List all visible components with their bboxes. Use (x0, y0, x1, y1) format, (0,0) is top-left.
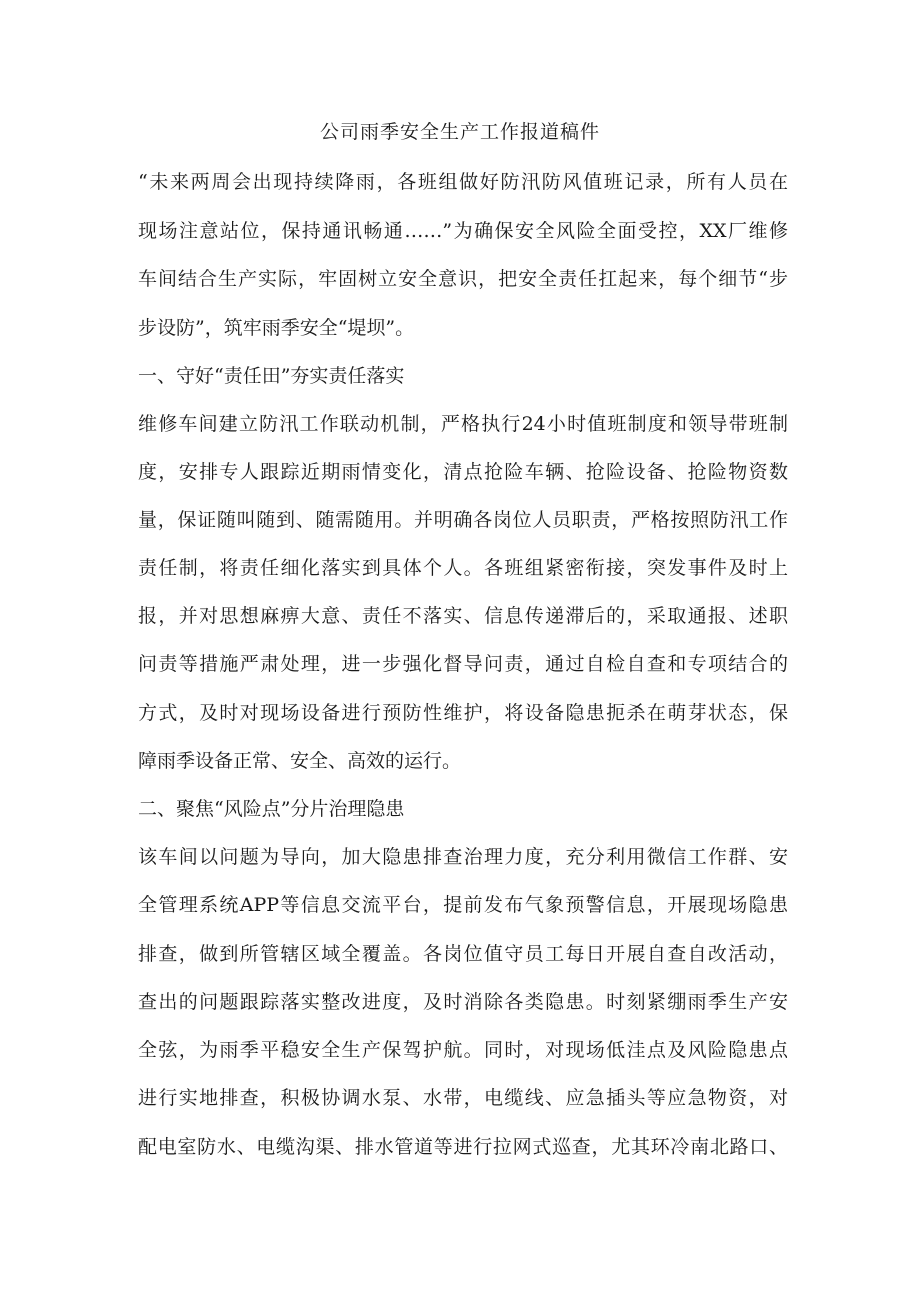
paragraph-line: 全管理系统APP等信息交流平台，提前发布气象预警信息，开展现场隐患 (138, 894, 788, 916)
paragraph-line: 车间结合生产实际，牢固树立安全意识，把安全责任扛起来，每个细节“步 (138, 268, 788, 290)
section-heading: 二、聚焦“风险点”分片治理隐患 (138, 798, 405, 820)
paragraph-line: 查出的问题跟踪落实整改进度，及时消除各类隐患。时刻紧绷雨季生产安 (138, 991, 788, 1013)
paragraph-line: 配电室防水、电缆沟渠、排水管道等进行拉网式巡查，尤其环冷南北路口、 (138, 1136, 788, 1158)
paragraph-line: 量，保证随叫随到、随需随用。并明确各岗位人员职责，严格按照防汛工作 (138, 509, 788, 531)
paragraph-line: 问责等措施严肃处理，进一步强化督导问责，通过自检自查和专项结合的 (138, 653, 788, 675)
paragraph-line: 度，安排专人跟踪近期雨情变化，清点抢险车辆、抢险设备、抢险物资数 (138, 461, 788, 483)
paragraph-line: 障雨季设备正常、安全、高效的运行。 (138, 750, 462, 772)
paragraph-line: 方式，及时对现场设备进行预防性维护，将设备隐患扼杀在萌芽状态，保 (138, 702, 788, 724)
paragraph-line: “未来两周会出现持续降雨，各班组做好防汛防风值班记录，所有人员在 (138, 171, 788, 193)
paragraph-line: 报，并对思想麻痹大意、责任不落实、信息传递滞后的，采取通报、述职 (138, 605, 788, 627)
paragraph-line: 维修车间建立防汛工作联动机制，严格执行24小时值班制度和领导带班制 (138, 413, 788, 435)
paragraph-line: 该车间以问题为导向，加大隐患排查治理力度，充分利用微信工作群、安 (138, 846, 788, 868)
section-heading: 一、守好“责任田”夯实责任落实 (138, 365, 405, 387)
paragraph-line: 步设防”，筑牢雨季安全“堤坝”。 (138, 317, 415, 339)
paragraph-line: 现场注意站位，保持通讯畅通……”为确保安全风险全面受控，XX厂维修 (138, 220, 788, 242)
paragraph-line: 责任制，将责任细化落实到具体个人。各班组紧密衔接，突发事件及时上 (138, 557, 788, 579)
paragraph-line: 排查，做到所管辖区域全覆盖。各岗位值守员工每日开展自查自改活动， (138, 943, 788, 965)
document-title: 公司雨季安全生产工作报道稿件 (319, 121, 600, 143)
paragraph-line: 进行实地排查，积极协调水泵、水带，电缆线、应急插头等应急物资，对 (138, 1087, 788, 1109)
paragraph-line: 全弦，为雨季平稳安全生产保驾护航。同时，对现场低洼点及风险隐患点 (138, 1039, 788, 1061)
